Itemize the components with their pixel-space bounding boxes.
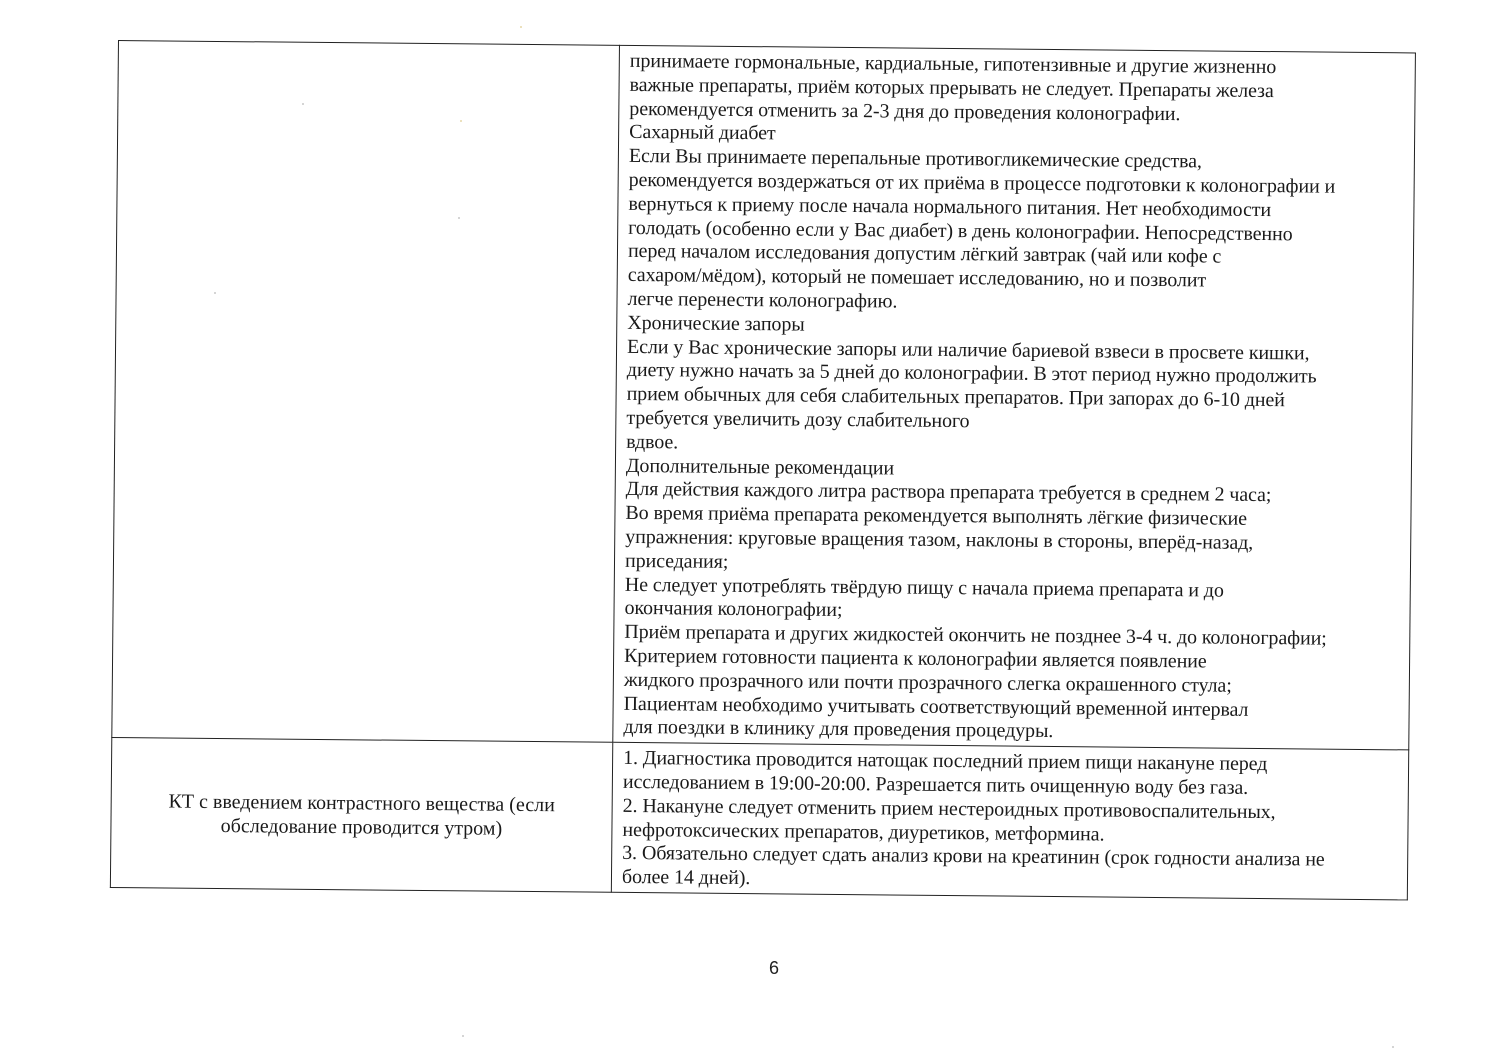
text-line: Если у Вас хронические запоры или наличие бариевой взвеси в просвете кишки, [626,335,1310,365]
text-line: приседания; [624,549,729,573]
text-line: жидкого прозрачного или почти прозрачного слегка окрашенного стула; [623,668,1232,697]
text-line: вернуться к приему после начала нормального питания. Нет необходимости [628,192,1272,221]
text-line: голодать (особенно если у Вас диабет) в день колонографии. Непосредственно [628,216,1293,245]
text-line: рекомендуется воздержаться от их приёма в процессе подготовки к колонографии и [628,168,1336,198]
text-line: более 14 дней). [621,865,751,890]
text-line: Пациентам необходимо учитывать соответствующий временной интервал [623,692,1249,721]
procedure-cell [110,738,612,893]
text-line: 2. Накануне следует отменить прием нестероидных противовоспалительных, [622,794,1276,823]
text-line: Хронические запоры [627,311,805,336]
instructions-cell [613,45,1416,750]
text-line: 3. Обязательно следует сдать анализ крови на креатинин (срок годности анализа не [622,842,1325,871]
procedure-name-line: обследование проводится утром) [220,814,503,840]
text-line: диету нужно начать за 5 дней до колонографии. В этот период нужно продолжить [626,359,1317,388]
text-line: упражнения: круговые вращения тазом, наклоны в стороны, вперёд-назад, [625,525,1254,554]
text-line: Для действия каждого литра раствора препарата требуется в среднем 2 часа; [625,478,1272,507]
text-line: требуется увеличить дозу слабительного [626,406,970,433]
text-line: важные препараты, приём которых прерывать не следует. Препараты железа [629,73,1274,102]
text-line: Дополнительные рекомендации [625,454,895,480]
text-line: нефротоксических препаратов, диуретиков, метформина. [622,818,1105,846]
text-line: Если Вы принимаете перепальные противогликемические средства, [628,145,1202,173]
text-line: перед началом исследования допустим лёгкий завтрак (чай или кофе с [627,240,1222,268]
procedure-cell-empty [112,41,620,743]
procedure-name-line: КТ с введением контрастного вещества (если [168,790,555,816]
instructions-table [110,40,1416,900]
text-line: рекомендуется отменить за 2-3 дня до проведения колонографии. [629,97,1181,125]
text-line: Сахарный диабет [629,121,776,145]
text-line: Во время приёма препарата рекомендуется выполнять лёгкие физические [625,502,1248,530]
text-line: Приём препарата и других жидкостей окончить не позднее 3-4 ч. до колонографии; [624,621,1327,650]
scan-speck [1392,1046,1394,1048]
text-line: легче перенести колонографию. [627,287,898,313]
text-line: для поездки в клинику для проведения процедуры. [623,716,1054,743]
table-row [112,41,1416,751]
text-line: Не следует употреблять твёрдую пищу с начала приема препарата и до [624,573,1224,602]
instructions-text [612,743,1408,899]
text-line: сахаром/мёдом), который не помешает исследованию, но и позволит [627,264,1207,292]
instructions-cell [611,742,1408,899]
scan-speck [520,26,522,28]
text-line: вдвое. [626,430,679,454]
text-line: исследованием в 19:00-20:00. Разрешается пить очищенную воду без газа. [622,770,1249,799]
text-line: прием обычных для себя слабительных препаратов. При запорах до 6-10 дней [626,383,1285,412]
scan-speck [462,1035,464,1037]
instructions-text [613,46,1415,750]
text-line: 1. Диагностика проводится натощак последний прием пищи накануне перед [623,746,1268,776]
page-number: 6 [768,958,779,978]
text-line: Критерием готовности пациента к колонографии является появление [624,644,1207,673]
text-line: принимаете гормональные, кардиальные, гипотензивные и другие жизненно [629,49,1277,79]
text-line: окончания колонографии; [624,597,843,622]
table-row [110,738,1408,900]
